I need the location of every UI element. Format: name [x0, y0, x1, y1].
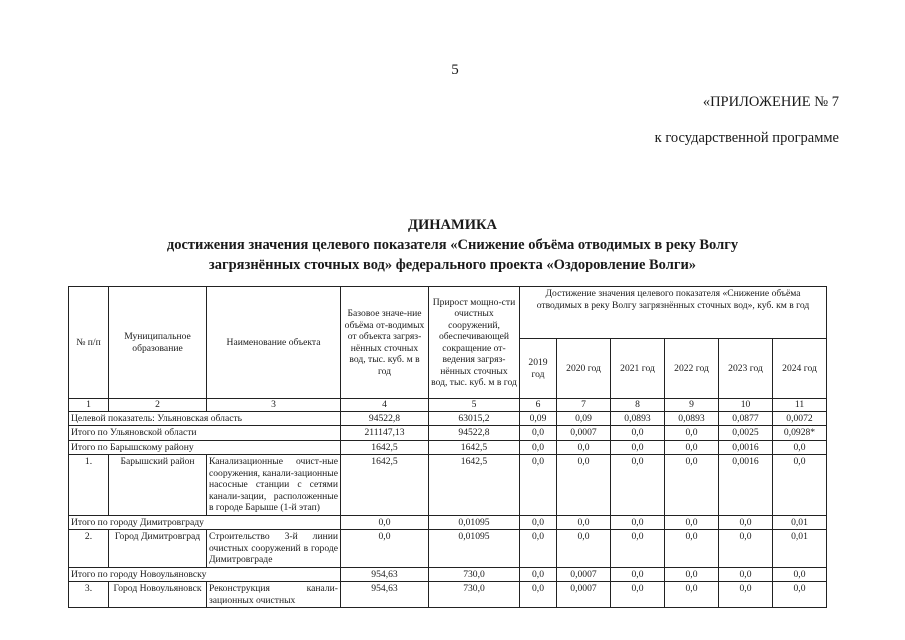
cell-2020: 0,0007: [557, 582, 611, 608]
column-number: 1: [69, 399, 109, 412]
table-row: [69, 582, 827, 608]
cell-2022: 0,0: [665, 582, 719, 608]
column-number: 9: [665, 399, 719, 412]
cell-growth: 0,01095: [429, 515, 520, 530]
cell-base: 1642,5: [341, 440, 429, 455]
cell-base: 211147,13: [341, 426, 429, 441]
cell-2022: 0,0: [665, 455, 719, 516]
header-year: 2022 год: [665, 339, 719, 399]
cell-2024: 0,01: [773, 515, 827, 530]
row-label: Итого по Ульяновской области: [69, 426, 341, 441]
cell-2020: 0,09: [557, 411, 611, 426]
cell-2019: 0,0: [520, 582, 557, 608]
column-number: 11: [773, 399, 827, 412]
cell-growth: 730,0: [429, 567, 520, 582]
cell-base: 0,0: [341, 515, 429, 530]
column-number: 4: [341, 399, 429, 412]
cell-2020: 0,0: [557, 515, 611, 530]
header-municipality: Муниципальное образование: [109, 287, 207, 399]
column-number: 8: [611, 399, 665, 412]
cell-2023: 0,0: [719, 567, 773, 582]
row-label: Целевой показатель: Ульяновская область: [69, 411, 341, 426]
cell-2019: 0,0: [520, 530, 557, 568]
column-number: 10: [719, 399, 773, 412]
cell-2021: 0,0: [611, 530, 665, 568]
cell-growth: 94522,8: [429, 426, 520, 441]
cell-2019: 0,0: [520, 515, 557, 530]
header-year: 2019 год: [520, 339, 557, 399]
cell-growth: 730,0: [429, 582, 520, 608]
cell-object: Реконструкция канали-зационных очистных: [207, 582, 341, 608]
cell-municipality: Город Новоульяновск: [109, 582, 207, 608]
row-label: Итого по городу Димитровграду: [69, 515, 341, 530]
cell-num: 2.: [69, 530, 109, 568]
cell-2024: 0,0072: [773, 411, 827, 426]
table-row: [69, 567, 827, 582]
cell-2021: 0,0: [611, 455, 665, 516]
header-base-volume: Базовое значе-ние объёма от-водимых от объекта загряз-нённых сточных вод, тыс. куб. м в год: [341, 287, 429, 399]
cell-2021: 0,0893: [611, 411, 665, 426]
cell-municipality: Город Димитровград: [109, 530, 207, 568]
row-label: Итого по городу Новоульяновску: [69, 567, 341, 582]
cell-base: 954,63: [341, 567, 429, 582]
header-capacity-growth: Прирост мощно-сти очистных сооружений, обеспечивающей сокращение от-ведения загряз-нённых сточных вод, тыс. куб. м в год: [429, 287, 520, 399]
cell-object: Канализационные очист-ные сооружения, канали-зационные насосные станции с сетями канали-зации, расположенные в городе Барыше (1-й этап): [207, 455, 341, 516]
cell-base: 94522,8: [341, 411, 429, 426]
cell-2021: 0,0: [611, 426, 665, 441]
cell-2019: 0,0: [520, 455, 557, 516]
cell-base: 954,63: [341, 582, 429, 608]
cell-2021: 0,0: [611, 582, 665, 608]
title-line-3: загрязнённых сточных вод» федерального проекта «Оздоровление Волги»: [208, 257, 697, 273]
cell-2020: 0,0: [557, 530, 611, 568]
cell-2024: 0,0: [773, 440, 827, 455]
cell-2023: 0,0025: [719, 426, 773, 441]
cell-2022: 0,0893: [665, 411, 719, 426]
cell-growth: 63015,2: [429, 411, 520, 426]
cell-2023: 0,0: [719, 530, 773, 568]
cell-2023: 0,0877: [719, 411, 773, 426]
table-row: [69, 426, 827, 441]
table-row: [69, 515, 827, 530]
cell-2020: 0,0007: [557, 426, 611, 441]
cell-2022: 0,0: [665, 567, 719, 582]
cell-growth: 1642,5: [429, 440, 520, 455]
cell-2021: 0,0: [611, 515, 665, 530]
cell-2020: 0,0: [557, 455, 611, 516]
header-num: № п/п: [69, 287, 109, 399]
appendix-caption: к государственной программе: [654, 130, 839, 146]
table-row: [69, 455, 827, 516]
row-label: Итого по Барышскому району: [69, 440, 341, 455]
table-row: [69, 530, 827, 568]
cell-base: 0,0: [341, 530, 429, 568]
cell-2024: 0,0: [773, 567, 827, 582]
cell-2023: 0,0016: [719, 455, 773, 516]
title-heading: ДИНАМИКА: [408, 217, 497, 233]
cell-2020: 0,0007: [557, 567, 611, 582]
cell-2023: 0,0016: [719, 440, 773, 455]
appendix-number: «ПРИЛОЖЕНИЕ № 7: [702, 94, 839, 110]
cell-2024: 0,0: [773, 582, 827, 608]
column-number: 5: [429, 399, 520, 412]
cell-2024: 0,0: [773, 455, 827, 516]
header-year: 2020 год: [557, 339, 611, 399]
title-line-2: достижения значения целевого показателя «Снижение объёма отводимых в реку Волгу: [166, 237, 739, 253]
cell-num: 3.: [69, 582, 109, 608]
cell-2021: 0,0: [611, 440, 665, 455]
column-number: 2: [109, 399, 207, 412]
page-number: 5: [451, 62, 459, 78]
cell-2024: 0,0928*: [773, 426, 827, 441]
table-row: [69, 411, 827, 426]
cell-growth: 1642,5: [429, 455, 520, 516]
column-number: 7: [557, 399, 611, 412]
cell-object: Строительство 3-й линии очистных сооружений в городе Димитровграде: [207, 530, 341, 568]
cell-2022: 0,0: [665, 440, 719, 455]
cell-growth: 0,01095: [429, 530, 520, 568]
header-achievement: Достижение значения целевого показателя «Снижение объёма отводимых в реку Волгу загрязнённых сточных вод», куб. км в год: [520, 287, 827, 339]
header-year: 2024 год: [773, 339, 827, 399]
dynamics-table: [68, 286, 827, 608]
cell-2019: 0,0: [520, 440, 557, 455]
cell-2019: 0,09: [520, 411, 557, 426]
cell-2021: 0,0: [611, 567, 665, 582]
cell-2019: 0,0: [520, 426, 557, 441]
column-number-row: [69, 399, 827, 412]
cell-municipality: Барышский район: [109, 455, 207, 516]
header-object: Наименование объекта: [207, 287, 341, 399]
cell-2022: 0,0: [665, 530, 719, 568]
cell-2020: 0,0: [557, 440, 611, 455]
cell-2022: 0,0: [665, 426, 719, 441]
header-year: 2021 год: [611, 339, 665, 399]
cell-2023: 0,0: [719, 515, 773, 530]
cell-2019: 0,0: [520, 567, 557, 582]
column-number: 3: [207, 399, 341, 412]
cell-2022: 0,0: [665, 515, 719, 530]
cell-num: 1.: [69, 455, 109, 516]
header-year: 2023 год: [719, 339, 773, 399]
cell-base: 1642,5: [341, 455, 429, 516]
column-number: 6: [520, 399, 557, 412]
cell-2023: 0,0: [719, 582, 773, 608]
document-title: [0, 215, 905, 275]
cell-2024: 0,01: [773, 530, 827, 568]
table-row: [69, 440, 827, 455]
